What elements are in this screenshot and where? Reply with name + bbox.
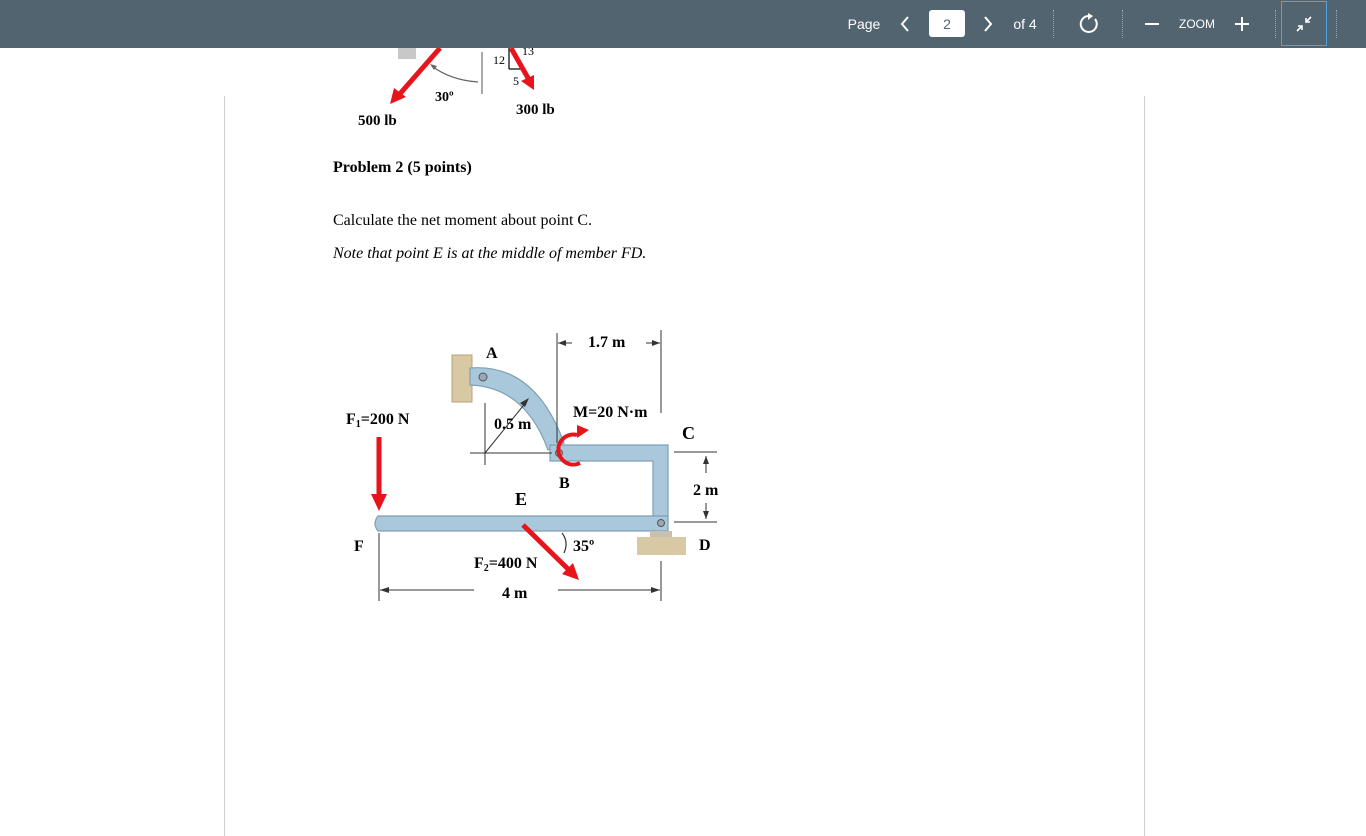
dim-4m-head-right <box>651 587 660 593</box>
ground-support-d <box>637 537 686 555</box>
slope-label-13: 13 <box>522 48 534 58</box>
angle-arc-30 <box>432 66 478 82</box>
zoom-in-icon <box>1234 16 1250 32</box>
next-page-button[interactable] <box>976 0 1000 48</box>
dim-2m-head-top <box>703 456 709 464</box>
dim-4m-label: 4 m <box>502 585 528 602</box>
f1-arrowhead <box>371 494 387 511</box>
f2-subscript: 2 <box>483 563 489 574</box>
toolbar-divider <box>1053 10 1054 38</box>
slope-label-5: 5 <box>513 74 519 88</box>
mechanics-figure <box>330 325 750 610</box>
point-f-label: F <box>354 538 364 555</box>
pin-a <box>479 373 487 381</box>
pdf-toolbar <box>0 0 1366 48</box>
point-e-label: E <box>515 489 528 509</box>
problem-text: Calculate the net moment about point C. <box>333 212 593 229</box>
dim-2m-label: 2 m <box>693 482 719 499</box>
exit-fullscreen-button[interactable] <box>1281 1 1327 46</box>
point-d-label: D <box>699 537 711 554</box>
dim-1-7-head-left <box>558 340 566 346</box>
support-block <box>398 48 416 59</box>
angle-arc-35 <box>562 533 566 553</box>
f1-subscript: 1 <box>355 419 361 430</box>
f1-value: =200 N <box>360 411 410 428</box>
force-label-300lb: 300 lb <box>516 102 555 118</box>
point-b-label: B <box>559 475 570 492</box>
dim-1-7-head-right <box>652 340 660 346</box>
force-label-500lb: 500 lb <box>358 113 397 129</box>
total-pages-label: of 4 <box>1013 16 1037 32</box>
chevron-left-icon <box>899 15 911 33</box>
problem-note: Note that point E is at the middle of member FD. <box>333 245 647 262</box>
pin-d <box>658 520 665 527</box>
point-a-label: A <box>486 345 498 362</box>
moment-label: M=20 N·m <box>573 404 648 421</box>
rotate-icon <box>1078 13 1100 35</box>
dim-4m-head-left <box>380 587 389 593</box>
problem-heading: Problem 2 (5 points) <box>333 159 472 176</box>
f1-letter: F <box>346 411 356 428</box>
chevron-right-icon <box>982 15 994 33</box>
zoom-out-icon <box>1144 16 1160 32</box>
exit-fullscreen-icon <box>1295 15 1313 33</box>
dim-1-7-label: 1.7 m <box>588 334 626 351</box>
angle-label-35: 35º <box>573 538 595 555</box>
page-number-input[interactable] <box>929 10 965 37</box>
moment-arrowhead <box>577 425 589 438</box>
slope-label-12: 12 <box>493 53 505 67</box>
radius-label: 0.5 m <box>494 416 532 433</box>
zoom-out-button[interactable] <box>1140 0 1164 48</box>
zoom-label: ZOOM <box>1179 17 1215 31</box>
support-d-post <box>650 531 672 537</box>
previous-page-button[interactable] <box>893 0 917 48</box>
wall-support-a <box>452 355 472 402</box>
f1-label <box>346 411 410 430</box>
zoom-in-button[interactable] <box>1230 0 1254 48</box>
point-c-label: C <box>682 423 695 443</box>
page-label: Page <box>847 16 881 32</box>
rotate-button[interactable] <box>1074 0 1104 48</box>
top-figure <box>340 48 600 138</box>
f2-label <box>474 555 538 574</box>
member-fd <box>375 516 668 531</box>
toolbar-divider <box>1275 10 1276 38</box>
angle-label-30: 30º <box>435 90 454 105</box>
f2-value: =400 N <box>488 555 538 572</box>
dim-2m-head-bottom <box>703 511 709 519</box>
toolbar-divider <box>1336 10 1337 38</box>
toolbar-divider <box>1122 10 1123 38</box>
f2-letter: F <box>474 555 484 572</box>
